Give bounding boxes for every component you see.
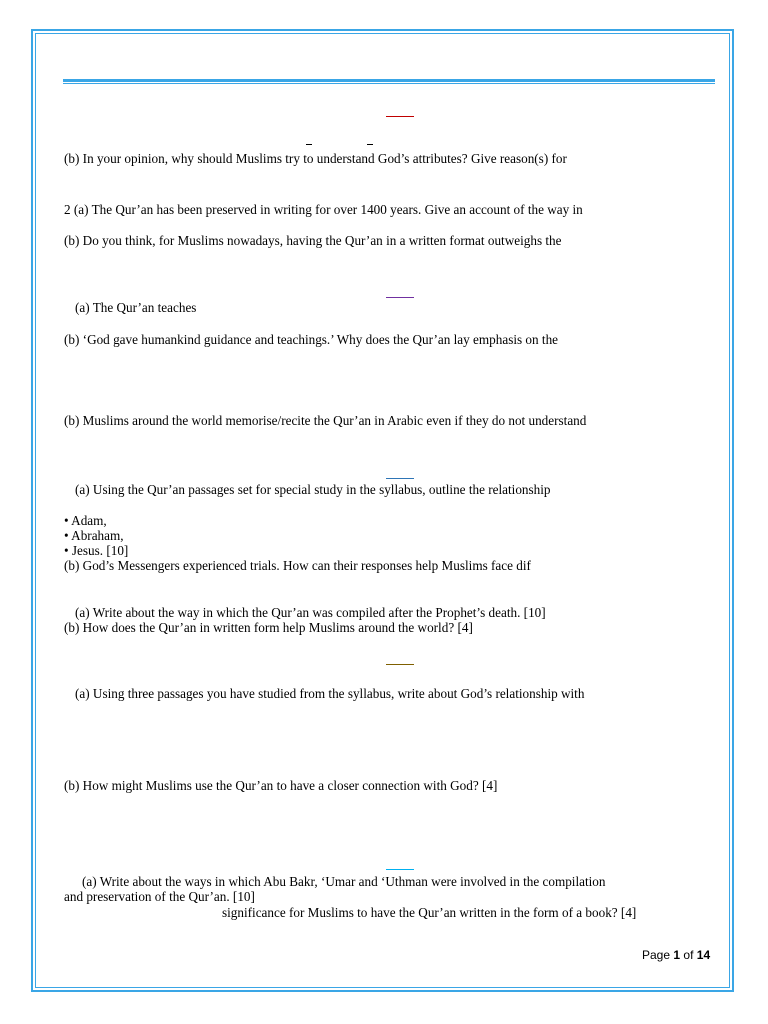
question-6a: (a) Write about the way in which the Qur’an was compiled after the Prophet’s death. [10] — [75, 605, 546, 620]
question-2b: (b) Do you think, for Muslims nowadays, having the Qur’an in a written format outweighs the — [64, 233, 562, 248]
question-2a: 2 (a) The Qur’an has been preserved in writing for over 1400 years. Give an account of the way in — [64, 202, 583, 217]
question-8a: (a) Write about the ways in which Abu Bakr, ‘Umar and ‘Uthman were involved in the compilation — [82, 874, 606, 889]
section-dash-2 — [386, 297, 414, 298]
page-current: 1 — [673, 948, 681, 962]
section-dash-mark-left — [306, 144, 312, 145]
question-4b: (b) Muslims around the world memorise/recite the Qur’an in Arabic even if they do not understand — [64, 413, 587, 428]
question-1b: (b) In your opinion, why should Muslims try to understand God’s attributes? Give reason(s) for — [64, 151, 567, 166]
bullet-adam: • Adam, — [64, 513, 107, 528]
header-rule-thin — [63, 83, 715, 84]
question-7b: (b) How might Muslims use the Qur’an to have a closer connection with God? [4] — [64, 778, 498, 793]
question-8b: significance for Muslims to have the Qur’an written in the form of a book? [4] — [222, 905, 637, 920]
question-7a: (a) Using three passages you have studied from the syllabus, write about God’s relationship with — [75, 686, 585, 701]
page-label: Page — [642, 948, 671, 962]
section-dash-4 — [386, 664, 414, 665]
question-5a: (a) Using the Qur’an passages set for special study in the syllabus, outline the relationship — [75, 482, 551, 497]
bullet-abraham: • Abraham, — [64, 528, 124, 543]
bullet-jesus: • Jesus. [10] — [64, 543, 129, 558]
question-3a: (a) The Qur’an teaches — [75, 300, 197, 315]
section-dash-5 — [386, 869, 414, 870]
section-dash-3 — [386, 478, 414, 479]
page-of-label: of — [683, 948, 694, 962]
question-6b: (b) How does the Qur’an in written form help Muslims around the world? [4] — [64, 620, 473, 635]
page-number — [642, 948, 710, 962]
question-3b: (b) ‘God gave humankind guidance and teachings.’ Why does the Qur’an lay emphasis on the — [64, 332, 559, 347]
section-dash-1 — [386, 116, 414, 117]
page-border-inner — [35, 33, 730, 988]
section-dash-mark-right — [367, 144, 373, 145]
header-rule-thick — [63, 79, 715, 82]
question-5b: (b) God’s Messengers experienced trials. How can their responses help Muslims face dif — [64, 558, 531, 573]
page-total: 14 — [696, 948, 711, 962]
question-8a-cont: and preservation of the Qur’an. [10] — [64, 889, 255, 904]
